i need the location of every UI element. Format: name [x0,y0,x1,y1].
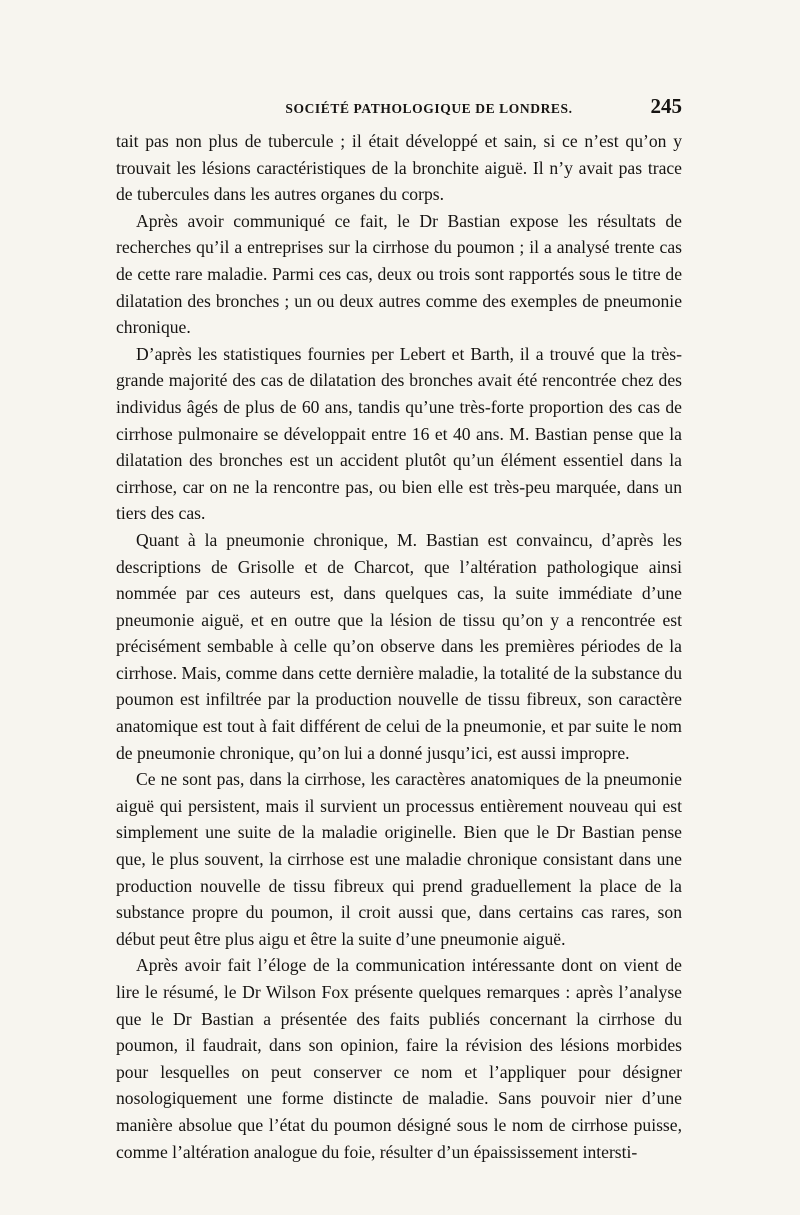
running-title: SOCIÉTÉ PATHOLOGIQUE DE LONDRES. [285,101,573,116]
paragraph: D’après les statistiques fournies per Lebert et Barth, il a trouvé que la très-grande majorité des cas de dilatation des bronches avait été rencontrée chez des individus âgés de plus de 60 ans, tandis qu’une très-forte proportion des cas de cirrhose pulmonaire se développait entre 16 et 40 ans. M. Bastian pense que la dilatation des bronches est un accident plutôt qu’un élément essentiel dans la cirrhose, car on ne la rencontre pas, ou bien elle est très-peu marquée, dans un tiers des cas. [116,343,682,524]
paragraph-continuation: tait pas non plus de tubercule ; il était développé et sain, si ce n’est qu’on y trouvait les lésions caractéristiques de la bronchite aiguë. Il n’y avait pas trace de tubercules dans les autres organes du corps. [116,131,682,205]
page-number: 245 [650,94,682,118]
page-header [116,94,682,128]
paragraph: Ce ne sont pas, dans la cirrhose, les caractères anatomiques de la pneumonie aiguë qui persistent, mais il survient un processus entièrement nouveau qui est simplement une suite de la maladie originelle. Bien que le Dr Bastian pense que, le plus souvent, la cirrhose est une maladie chronique consistant dans une production nouvelle de tissu fibreux qui prend graduellement la place de la substance propre du poumon, il croit aussi que, dans certains cas rares, son début peut être plus aigu et être la suite d’une pneumonie aiguë. [116,769,682,949]
paragraph: Après avoir fait l’éloge de la communication intéressante dont on vient de lire le résumé, le Dr Wilson Fox présente quelques remarques : après l’analyse que le Dr Bastian a présentée des faits publiés concernant la cirrhose du poumon, il faudrait, dans son opinion, faire la révision des lésions morbides pour lesquelles on peut conserver ce nom et l’appliquer pour désigner nosologiquement une forme distincte de maladie. Sans pouvoir nier d’une manière absolue que l’état du poumon désigné sous le nom de cirrhose puisse, comme l’altération analogue du foie, résulter d’un épaississement intersti- [116,955,682,1162]
page-body [116,128,682,1165]
paragraph: Quant à la pneumonie chronique, M. Bastian est convaincu, d’après les descriptions de Grisolle et de Charcot, que l’altération pathologique ainsi nommée par ces auteurs est, dans quelques cas, la suite immédiate d’une pneumonie aiguë, et en outre que la lésion de tissu qu’on y a rencontrée est précisément sembable à celle qu’on observe dans les premières périodes de la cirrhose. Mais, comme dans cette dernière maladie, la totalité de la substance du poumon est infiltrée par la production nouvelle de tissu fibreux, son caractère anatomique est tout à fait différent de celui de la pneumonie, et par suite le nom de pneumonie chronique, qu’on lui a donné jusqu’ici, est aussi impropre. [116,529,682,763]
paragraph: Après avoir communiqué ce fait, le Dr Bastian expose les résultats de recherches qu’il a entreprises sur la cirrhose du poumon ; il a analysé trente cas de cette rare maladie. Parmi ces cas, deux ou trois sont rapportés sous le titre de dilatation des bronches ; un ou deux autres comme des exemples de pneumonie chronique. [116,210,682,338]
